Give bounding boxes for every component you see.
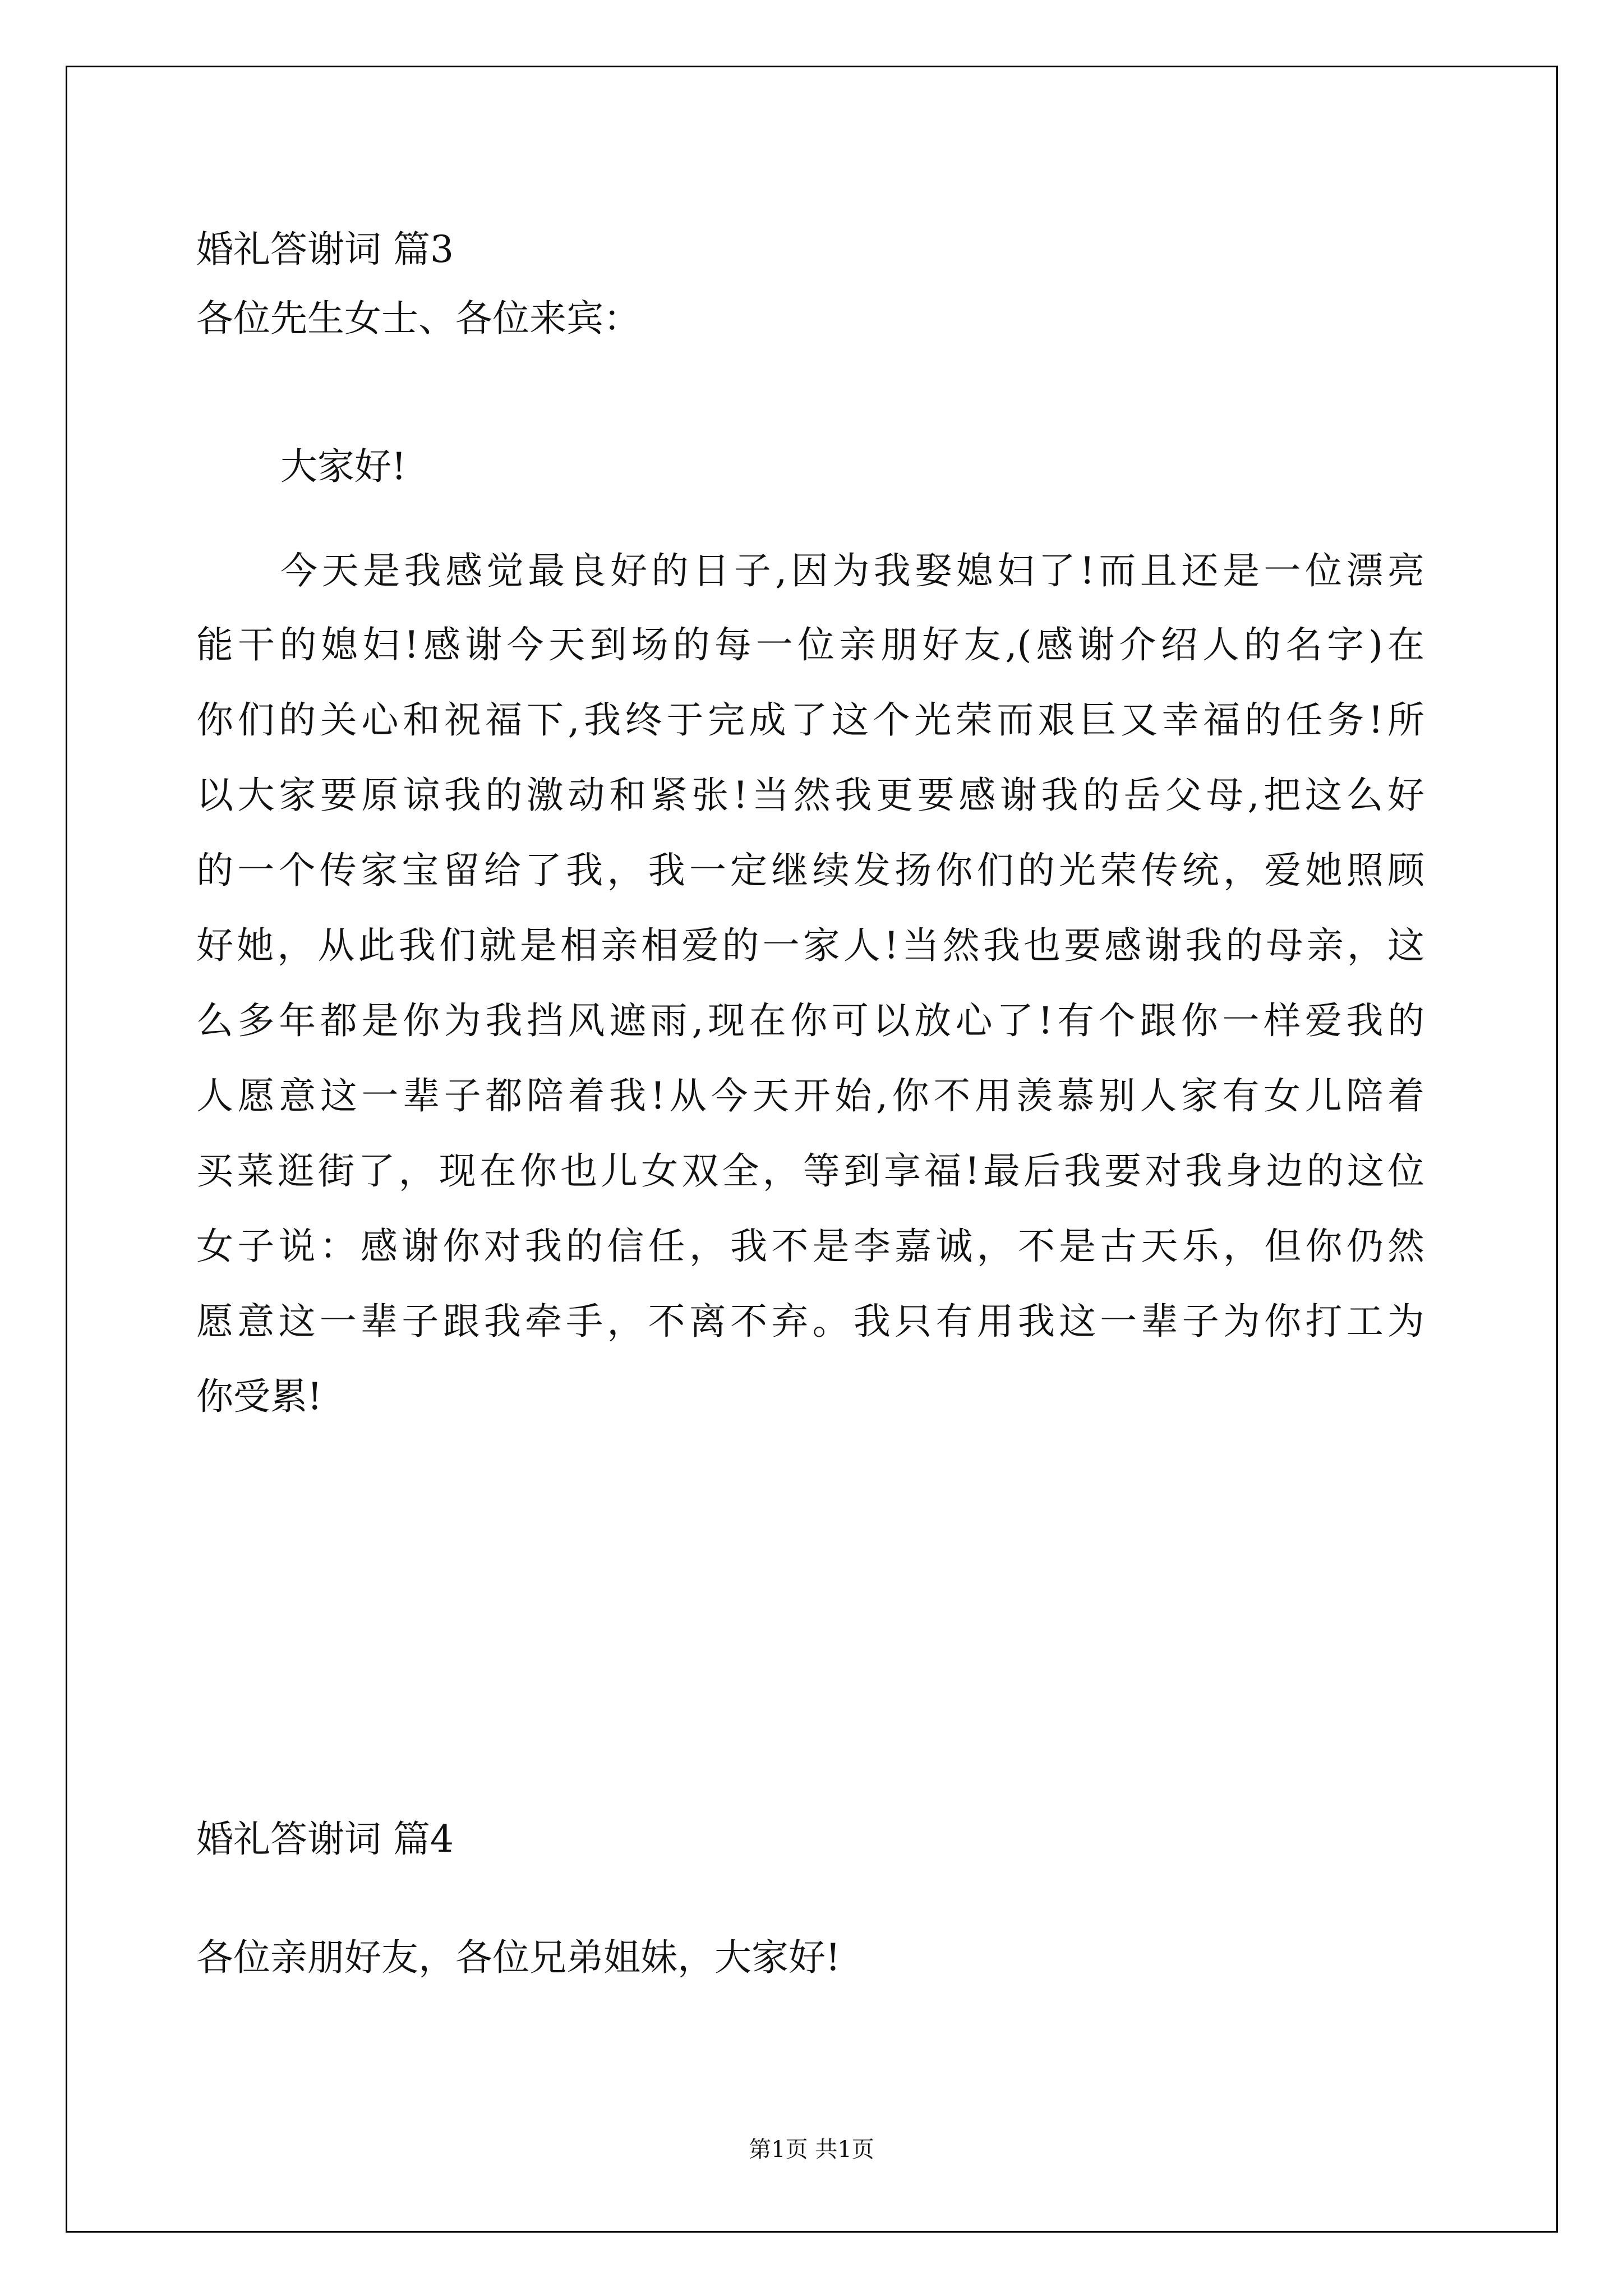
section-heading-4: 婚礼答谢词 篇4 [196,1818,454,1861]
paragraph-line: 人愿意这一辈子都陪着我!从今天开始,你不用羡慕别人家有女儿陪着 [196,1074,1424,1117]
salutation-2: 各位亲朋好友，各位兄弟姐妹，大家好! [196,1936,841,1979]
section-heading-3: 婚礼答谢词 篇3 [196,228,454,271]
greeting: 大家好! [280,445,407,488]
paragraph-line: 能干的媳妇!感谢今天到场的每一位亲朋好友,(感谢介绍人的名字)在 [196,623,1424,666]
paragraph-line: 愿意这一辈子跟我牵手，不离不弃。我只有用我这一辈子为你打工为 [196,1300,1424,1343]
paragraph-line: 今天是我感觉最良好的日子,因为我娶媳妇了!而且还是一位漂亮 [280,549,1424,592]
paragraph-line: 好她，从此我们就是相亲相爱的一家人!当然我也要感谢我的母亲，这 [196,924,1424,967]
paragraph-line: 的一个传家宝留给了我，我一定继续发扬你们的光荣传统，爱她照顾 [196,849,1424,892]
paragraph-line: 以大家要原谅我的激动和紧张!当然我更要感谢我的岳父母,把这么好 [196,774,1424,817]
page-footer: 第1页 共1页 [749,2137,874,2162]
paragraph-line: 你受累! [196,1375,322,1418]
paragraph-line: 买菜逛街了，现在你也儿女双全，等到享福!最后我要对我身边的这位 [196,1149,1424,1193]
paragraph-line: 么多年都是你为我挡风遮雨,现在你可以放心了!有个跟你一样爱我的 [196,999,1424,1042]
salutation: 各位先生女士、各位来宾： [196,297,640,340]
paragraph-line: 你们的关心和祝福下,我终于完成了这个光荣而艰巨又幸福的任务!所 [196,698,1424,742]
paragraph-line: 女子说：感谢你对我的信任，我不是李嘉诚，不是古天乐，但你仍然 [196,1225,1424,1268]
